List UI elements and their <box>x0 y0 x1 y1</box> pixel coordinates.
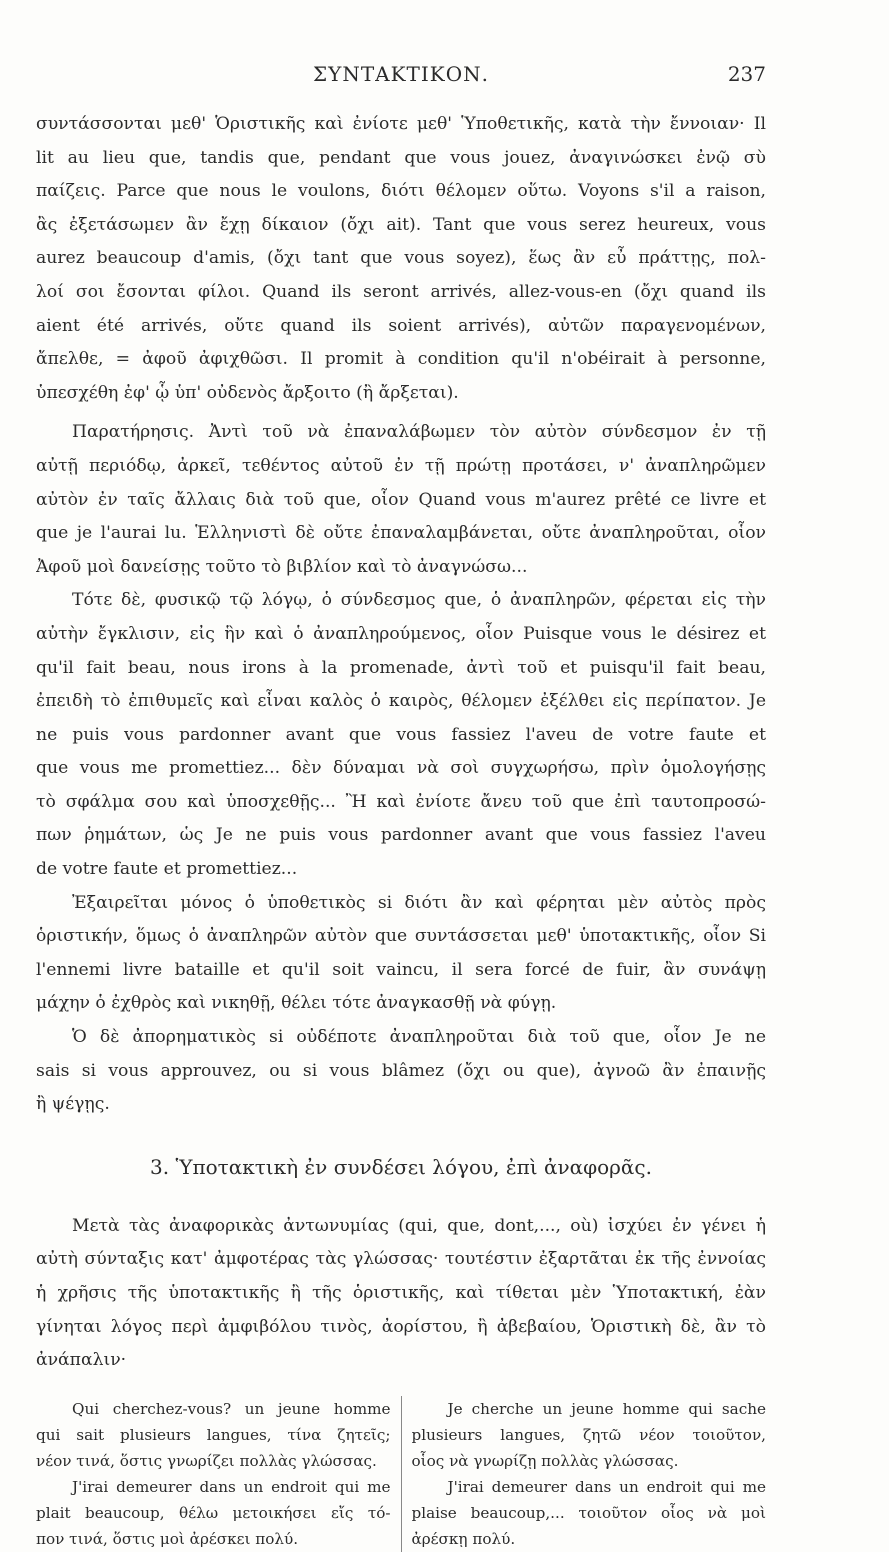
text-line: Μετὰ τὰς ἀναφορικὰς ἀντωνυμίας (qui, que, dont,..., où) ἰσχύει ἐν γένει ἡ <box>72 1215 766 1236</box>
text-line: ἐπειδὴ τὸ ἐπιθυμεῖς καὶ εἶναι καλὸς ὁ καιρὸς, θέλομεν ἐξέλθει εἰς περίπατον. Je <box>36 691 766 712</box>
text-line: ἢ ψέγῃς. <box>36 1094 110 1115</box>
text-line: de votre faute et promettiez... <box>36 859 298 880</box>
text-line: λοί σοι ἔσονται φίλοι. Quand ils seront arrivés, allez-vous-en (ὄχι quand ils <box>36 281 766 302</box>
section-heading: 3. Ὑποτακτικὴ ἐν συνδέσει λόγου, ἐπὶ ἀναφορᾶς. <box>150 1154 652 1179</box>
text-line: que vous me promettiez... δὲν δύναμαι νὰ σοὶ συγχωρήσω, πρὶν ὁμολογήσῃς <box>36 758 766 779</box>
text-line: γίνηται λόγος περὶ ἀμφιβόλου τινὸς, ἀορίστου, ἢ ἀβεβαίου, Ὁριστικὴ δὲ, ἂν τὸ <box>36 1316 766 1337</box>
page-number: 237 <box>727 62 766 86</box>
column-line: J'irai demeurer dans un endroit qui me <box>72 1477 391 1496</box>
right-column <box>402 1396 767 1552</box>
text-line: παίζεις. Parce que nous le voulons, διότι θέλομεν οὕτω. Voyons s'il a raison, <box>36 181 766 202</box>
text-line: αὐτῇ περιόδῳ, ἀρκεῖ, τεθέντος αὐτοῦ ἐν τῇ πρώτῃ προτάσει, ν' ἀναπληρῶμεν <box>36 455 766 476</box>
page-header <box>36 62 766 94</box>
text-line: Τότε δὲ, φυσικῷ τῷ λόγῳ, ὁ σύνδεσμος que, ὁ ἀναπληρῶν, φέρεται εἰς τὴν <box>72 590 766 611</box>
text-line: ἄπελθε, = ἀφοῦ ἀφιχθῶσι. Il promit à condition qu'il n'obéirait à personne, <box>36 349 766 370</box>
text-line: Ὁ δὲ ἀπορηματικὸς si οὐδέποτε ἀναπληροῦται διὰ τοῦ que, οἷον Je ne <box>72 1027 766 1048</box>
column-line: πον τινά, ὅστις μοὶ ἀρέσκει πολύ. <box>36 1529 299 1548</box>
text-line: l'ennemi livre bataille et qu'il soit vaincu, il sera forcé de fuir, ἂν συνάψῃ <box>36 959 766 980</box>
text-line: sais si vous approuvez, ou si vous blâmez (ὄχι ou que), ἀγνοῶ ἂν ἐπαινῇς <box>36 1060 766 1081</box>
text-line: Ἐξαιρεῖται μόνος ὁ ὑποθετικὸς si διότι ἂν καὶ φέρηται μὲν αὐτὸς πρὸς <box>72 892 766 913</box>
running-title: ΣΥΝΤΑΚΤΙΚΟΝ. <box>312 62 489 86</box>
text-line: μάχην ὁ ἐχθρὸς καὶ νικηθῇ, θέλει τότε ἀναγκασθῇ νὰ φύγῃ. <box>36 993 557 1014</box>
text-line: αὐτὴν ἔγκλισιν, εἰς ἣν καὶ ὁ ἀναπληρούμενος, οἷον Puisque vous le désirez et <box>36 623 766 644</box>
column-line: οἷος νὰ γνωρίζῃ πολλὰς γλώσσας. <box>411 1451 679 1470</box>
text-line: Παρατήρησις. Ἀντὶ τοῦ νὰ ἐπαναλάβωμεν τὸν αὐτὸν σύνδεσμον ἐν τῇ <box>72 422 766 443</box>
text-line: ἂς ἐξετάσωμεν ἂν ἔχῃ δίκαιον (ὄχι ait). Tant que vous serez heureux, vous <box>36 214 766 235</box>
column-line: Qui cherchez-vous? un jeune homme <box>72 1399 391 1418</box>
text-line: Ἀφοῦ μοὶ δανείσῃς τοῦτο τὸ βιβλίον καὶ τὸ ἀναγνώσω... <box>36 556 528 577</box>
page-body <box>36 108 766 1552</box>
text-line: πων ῥημάτων, ὡς Je ne puis vous pardonner avant que vous fassiez l'aveu <box>36 825 766 846</box>
column-line: plait beaucoup, θέλω μετοικήσει εἴς τό- <box>36 1503 391 1522</box>
left-column <box>36 1396 402 1552</box>
text-line: que je l'aurai lu. Ἑλληνιστὶ δὲ οὔτε ἐπαναλαμβάνεται, οὔτε ἀναπληροῦται, οἷον <box>36 523 766 544</box>
text-line: ne puis vous pardonner avant que vous fassiez l'aveu de votre faute et <box>36 724 766 745</box>
text-line: ἡ χρῆσις τῆς ὑποτακτικῆς ἢ τῆς ὁριστικῆς, καὶ τίθεται μὲν Ὑποτακτική, ἐὰν <box>36 1283 766 1303</box>
column-line: Je cherche un jeune homme qui sache <box>447 1399 766 1418</box>
column-line: J'irai demeurer dans un endroit qui me <box>447 1477 766 1496</box>
text-line: ὑπεσχέθη ἐφ' ᾧ ὑπ' οὐδενὸς ἄρξοιτο (ἢ ἄρξεται). <box>36 382 459 403</box>
text-line: qu'il fait beau, nous irons à la promenade, ἀντὶ τοῦ et puisqu'il fait beau, <box>36 657 766 678</box>
column-line: plusieurs langues, ζητῶ νέον τοιοῦτον, <box>411 1425 766 1444</box>
column-line: plaise beaucoup,... τοιοῦτον οἷος νὰ μοὶ <box>411 1503 766 1522</box>
text-line: αὐτὴ σύνταξις κατ' ἀμφοτέρας τὰς γλώσσας· τουτέστιν ἐξαρτᾶται ἐκ τῆς ἐννοίας <box>36 1249 766 1270</box>
column-line: qui sait plusieurs langues, τίνα ζητεῖς; <box>36 1425 391 1444</box>
text-line: ἀνάπαλιν· <box>36 1350 127 1371</box>
column-line: νέον τινά, ὅστις γνωρίζει πολλὰς γλώσσας. <box>36 1451 377 1470</box>
column-line: ἀρέσκῃ πολύ. <box>411 1529 516 1548</box>
text-line: lit au lieu que, tandis que, pendant que vous jouez, ἀναγινώσκει ἐνῷ σὺ <box>36 147 766 168</box>
example-columns <box>36 1396 766 1552</box>
text-line: αὐτὸν ἐν ταῖς ἄλλαις διὰ τοῦ que, οἷον Quand vous m'aurez prêté ce livre et <box>36 489 766 510</box>
text-line: συντάσσονται μεθ' Ὁριστικῆς καὶ ἐνίοτε μεθ' Ὑποθετικῆς, κατὰ τὴν ἔννοιαν· Il <box>36 114 766 134</box>
text-line: τὸ σφάλμα σου καὶ ὑποσχεθῇς... Ἢ καὶ ἐνίοτε ἄνευ τοῦ que ἐπὶ ταυτοπροσώ- <box>36 791 766 812</box>
text-line: aurez beaucoup d'amis, (ὄχι tant que vous soyez), ἕως ἂν εὖ πράττῃς, πολ- <box>36 248 766 269</box>
text-line: ὁριστικήν, ὅμως ὁ ἀναπληρῶν αὐτὸν que συντάσσεται μεθ' ὑποτακτικῆς, οἷον Si <box>36 926 766 947</box>
text-line: aient été arrivés, οὔτε quand ils soient arrivés), αὐτῶν παραγενομένων, <box>36 315 766 336</box>
